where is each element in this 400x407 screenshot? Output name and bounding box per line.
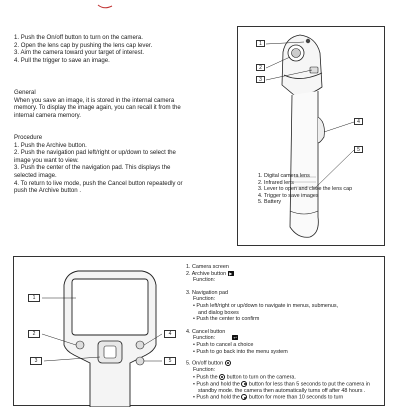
desc-5-bullet-1b: button to turn on the camera. — [226, 374, 296, 381]
desc-4-func-row — [186, 335, 370, 342]
desc-3: 3. Navigation pad — [186, 289, 228, 296]
top-figure-legend — [258, 173, 352, 206]
bottom-callout-4: 4 — [164, 330, 176, 338]
header-strip — [0, 0, 130, 10]
legend-item-3: 3. Lever to open and close the lens cap — [258, 186, 353, 193]
header-logo-fragment — [0, 3, 130, 13]
desc-4-func: Function: — [193, 335, 216, 342]
desc-3-func: Function: — [193, 296, 216, 303]
general-line-2: memory. To display the image again, you can recall it from the — [14, 104, 181, 112]
legend-item-4: 4. Trigger to save images — [258, 192, 319, 199]
desc-3-bullet-1: • Push left/right or up/down to navigate in menus, submenus, — [193, 302, 339, 309]
top-callout-5: 5 — [354, 146, 363, 153]
desc-5-bullet-2-row — [186, 381, 370, 388]
top-callout-4: 4 — [354, 118, 363, 125]
desc-5-bullet-2a: • Push and hold the — [193, 381, 240, 388]
general-line-3: internal camera memory. — [14, 111, 81, 119]
bottom-callout-5: 5 — [164, 357, 176, 365]
procedure-line-5: selected image. — [14, 171, 57, 179]
desc-3-bullet-1b: and dialog boxes — [198, 309, 239, 316]
desc-5-bullet-2b: button for less than 5 seconds to put the camera in — [248, 381, 370, 388]
desc-2-func: Function: — [193, 277, 216, 284]
desc-5: 5. On/off button — [186, 360, 224, 367]
procedure-line-4: 3. Push the center of the navigation pad. This displays the — [14, 164, 171, 172]
cancel-icon: ↩ — [233, 335, 237, 341]
procedure-top-step-2: 2. Open the lens cap by pushing the lens cap lever. — [14, 41, 153, 49]
desc-5-bullet-3a: • Push and hold the — [193, 394, 240, 401]
legend-item-2: 2. Infrared lens — [258, 179, 294, 186]
top-callout-2: 2 — [256, 64, 265, 71]
top-figure-box — [237, 26, 385, 246]
procedure-line-1: 1. Push the Archive button. — [14, 141, 87, 149]
desc-5-bullet-1-row — [186, 374, 370, 381]
procedure-section — [14, 134, 183, 195]
general-title: General — [14, 89, 36, 96]
procedure-line-6: 4. To return to live mode, push the Cancel button repeatedly or — [14, 179, 183, 187]
procedure-top — [14, 34, 152, 64]
power-icon — [219, 374, 225, 380]
top-callout-3: 3 — [256, 76, 265, 83]
bottom-descriptions — [186, 264, 370, 401]
desc-4: 4. Cancel button — [186, 328, 226, 335]
bottom-callout-1: 1 — [28, 294, 40, 302]
procedure-title: Procedure — [14, 134, 43, 141]
desc-2: 2. Archive button — [186, 270, 227, 277]
desc-2-row — [186, 271, 370, 278]
desc-5-func: Function: — [193, 367, 216, 374]
power-icon — [225, 360, 231, 366]
procedure-line-2: 2. Push the navigation pad left/right or up/down to select the — [14, 149, 176, 157]
desc-5-bullet-1a: • Push the — [193, 374, 218, 381]
general-line-1: When you save an image, it is stored in the internal camera — [14, 96, 175, 104]
general-section — [14, 89, 181, 119]
power-icon — [241, 394, 247, 400]
procedure-top-step-4: 4. Pull the trigger to save an image. — [14, 56, 110, 64]
desc-5-row — [186, 360, 370, 367]
legend-item-1: 1. Digital camera lens — [258, 173, 310, 179]
play-icon: ▶ — [229, 270, 233, 276]
desc-3-bullet-2: • Push the center to confirm — [193, 316, 260, 323]
legend-item-5: 5. Battery — [258, 199, 282, 206]
desc-4-bullet-2: • Push to go back into the menu system — [193, 348, 288, 355]
top-callout-1: 1 — [256, 40, 265, 47]
desc-5-bullet-2c: standby mode. the camera then automatically turns off after 48 hours . — [198, 387, 366, 394]
desc-1: 1. Camera screen — [186, 264, 229, 270]
procedure-top-step-3: 3. Aim the camera toward your target of interest. — [14, 49, 145, 57]
procedure-top-step-1: 1. Push the On/off button to turn on the camera. — [14, 34, 143, 41]
camera-side-drawing — [238, 27, 386, 247]
bottom-callout-3: 3 — [30, 357, 42, 365]
desc-5-bullet-3-row — [186, 394, 370, 401]
procedure-line-7: push the Archive button . — [14, 187, 82, 195]
power-icon — [241, 381, 247, 387]
desc-4-bullet-1: • Push to cancel a choice — [193, 341, 254, 348]
desc-5-bullet-3b: button for more than 10 seconds to turn — [248, 394, 344, 401]
procedure-line-3: image you want to view. — [14, 156, 79, 164]
bottom-callout-2: 2 — [28, 330, 40, 338]
